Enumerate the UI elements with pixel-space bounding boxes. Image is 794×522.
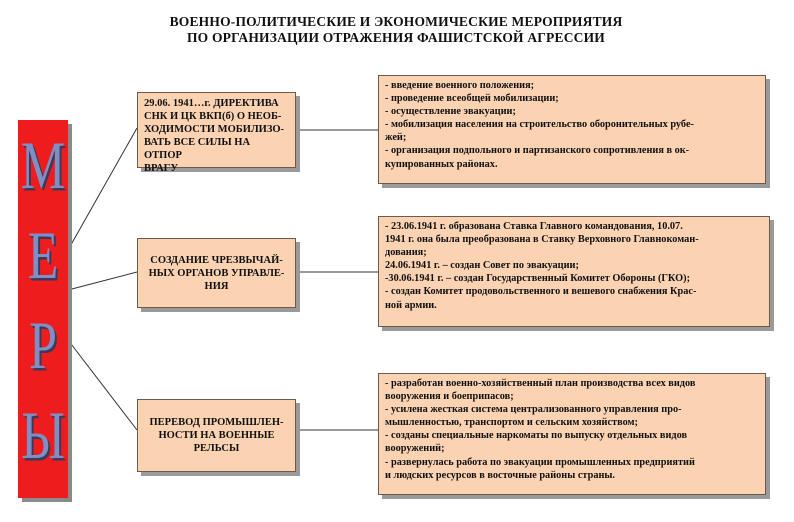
mery-letter-4: Ы — [21, 397, 65, 473]
detail-line: дования; — [385, 247, 427, 259]
detail-line: - осуществление эвакуации; — [385, 106, 516, 118]
mery-letter-3: Р — [29, 307, 57, 383]
measure-line: ВРАГУ — [144, 163, 179, 174]
connector-mery-to-measure-1 — [68, 128, 137, 250]
detail-line: - 23.06.1941 г. образована Ставка Главного командования, 10.07. — [385, 221, 683, 232]
measure-box-directive — [137, 92, 296, 174]
measure-line: ВАТЬ ВСЕ СИЛЫ НА ОТПОР — [144, 137, 251, 161]
detail-line: 1941 г. она была преобразована в Ставку Верховного Главнокоман- — [385, 234, 699, 246]
details-box-emergency-bodies — [378, 216, 770, 327]
detail-line: - разработан военно-хозяйственный план производства всех видов — [385, 378, 696, 389]
detail-line: -30.06.1941 г. – создан Государственный Комитет Обороны (ГКО); — [385, 273, 691, 285]
detail-line: купированных районах. — [385, 158, 498, 170]
measure-line: СОЗДАНИЕ ЧРЕЗВЫЧАЙ- — [150, 254, 283, 266]
measure-line: 29.06. 1941…г. ДИРЕКТИВА — [144, 98, 279, 109]
detail-line: - мобилизация населения на строительство оборонительных рубе- — [385, 119, 694, 131]
details-box-directive — [378, 75, 766, 184]
detail-line: - проведение всеобщей мобилизации; — [385, 93, 559, 105]
measure-line: НЫХ ОРГАНОВ УПРАВЛЕ- — [148, 267, 285, 279]
mery-letter-2: Е — [27, 217, 59, 293]
measure-line: СНК И ЦК ВКП(б) О НЕОБ- — [144, 111, 282, 122]
detail-line: - созданы специальные наркоматы по выпуску отдельных видов — [385, 430, 688, 442]
detail-line: жей; — [385, 132, 407, 144]
detail-line: ной армии. — [385, 299, 437, 311]
detail-line: - организация подпольного и партизанского сопротивления в ок- — [385, 145, 690, 157]
detail-line: - создан Комитет продовольственного и вешевого снабжения Крас- — [385, 286, 697, 298]
detail-line: вооружения и боеприпасов; — [385, 391, 514, 403]
mery-letter-1: М — [20, 127, 66, 203]
measure-line: ХОДИМОСТИ МОБИЛИЗО- — [144, 124, 285, 135]
title-line-1: ВОЕННО-ПОЛИТИЧЕСКИЕ И ЭКОНОМИЧЕСКИЕ МЕРОПРИЯТИЯ — [169, 14, 623, 29]
detail-line: - развернулась работа по эвакуации промышленных предприятий — [385, 456, 695, 468]
detail-line: мышленностью, транспортом и сельским хозяйством; — [385, 417, 638, 429]
connector-mery-to-measure-3 — [68, 340, 137, 430]
detail-line: вооружений; — [385, 443, 445, 455]
detail-line: 24.06.1941 г. – создан Совет по эвакуации; — [385, 260, 579, 272]
detail-line: - усилена жесткая система централизованного управления про- — [385, 404, 682, 416]
details-box-industry-conversion — [378, 373, 766, 495]
title-line-2: ПО ОРГАНИЗАЦИИ ОТРАЖЕНИЯ ФАШИСТСКОЙ АГРЕССИИ — [186, 30, 606, 45]
measure-line: РЕЛЬСЫ — [193, 443, 240, 454]
connector-mery-to-measure-2 — [68, 272, 137, 290]
measure-box-industry-conversion — [137, 399, 296, 472]
mery-bar — [18, 120, 68, 498]
measure-box-emergency-bodies — [137, 238, 296, 308]
detail-line: и людских ресурсов в восточные районы страны. — [385, 469, 616, 481]
measure-line: НИЯ — [204, 280, 229, 292]
measure-line: ПЕРЕВОД ПРОМЫШЛЕН- — [149, 417, 284, 428]
measure-line: НОСТИ НА ВОЕННЫЕ — [158, 430, 275, 441]
detail-line: - введение военного положения; — [385, 80, 535, 91]
